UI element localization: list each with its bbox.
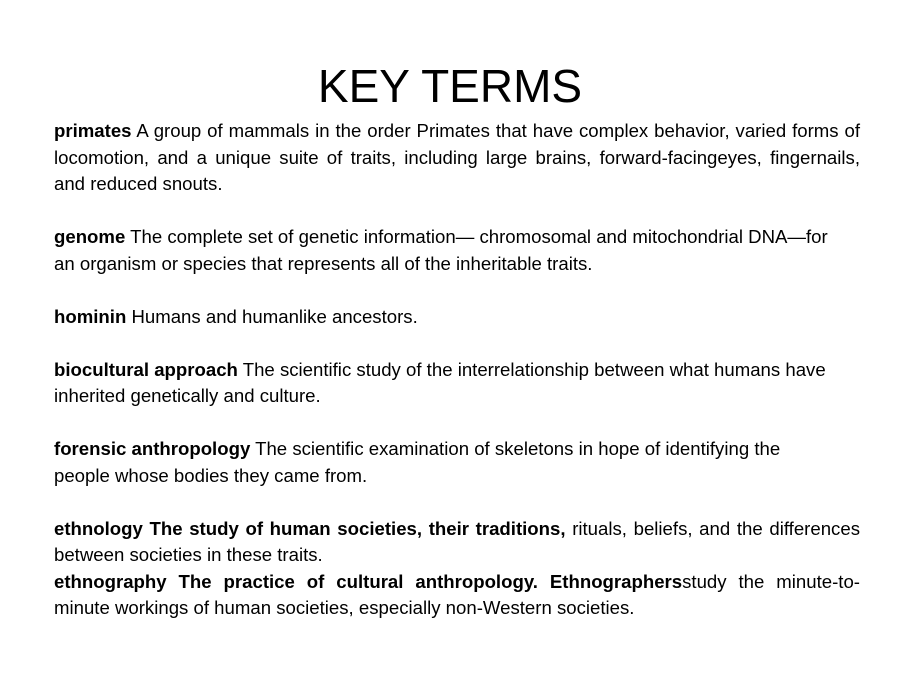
term-definition: The scientific study of the interrelationship between what humans have inherited genetically and culture. [54, 358, 826, 406]
term-definition: rituals, beliefs, and the differences between societies in these traits. [54, 517, 860, 565]
term-name: primates [54, 120, 132, 141]
term-entry-primates [54, 118, 860, 198]
term-name: hominin [54, 305, 127, 327]
term-bold-extra: The study of human societies, their traditions, [142, 517, 566, 539]
term-entry-genome [54, 224, 834, 277]
term-entry-biocultural-approach [54, 357, 860, 410]
term-definition: A group of mammals in the order Primates that have complex behavior, varied forms of locomotion, and a unique suite of traits, including large brains, forward-facingeyes, fingernails, and reduced snouts. [54, 120, 860, 194]
term-name: biocultural approach [54, 358, 238, 380]
term-bold-extra: The practice of cultural anthropology. Ethnographers [166, 570, 683, 592]
term-name: forensic anthropology [54, 438, 251, 459]
term-name: genome [54, 226, 126, 247]
term-entry-ethnography [54, 569, 860, 622]
slide-title: KEY TERMS [317, 60, 583, 112]
term-entry-hominin [54, 304, 860, 331]
term-definition: The complete set of genetic information— chromosomal and mitochondrial DNA—for an organism or species that represents all of the inheritable traits. [54, 226, 828, 274]
key-terms-list [54, 118, 860, 622]
term-name: ethnography [54, 570, 167, 592]
term-definition: study the minute-to-minute workings of human societies, especially non-Western societies. [54, 570, 860, 618]
term-definition: The scientific examination of skeletons in hope of identifying the people whose bodies they came from. [54, 438, 781, 486]
term-entry-ethnology [54, 516, 860, 569]
term-definition: Humans and humanlike ancestors. [126, 305, 418, 327]
term-entry-forensic-anthropology [54, 436, 824, 489]
term-name: ethnology [54, 517, 143, 539]
